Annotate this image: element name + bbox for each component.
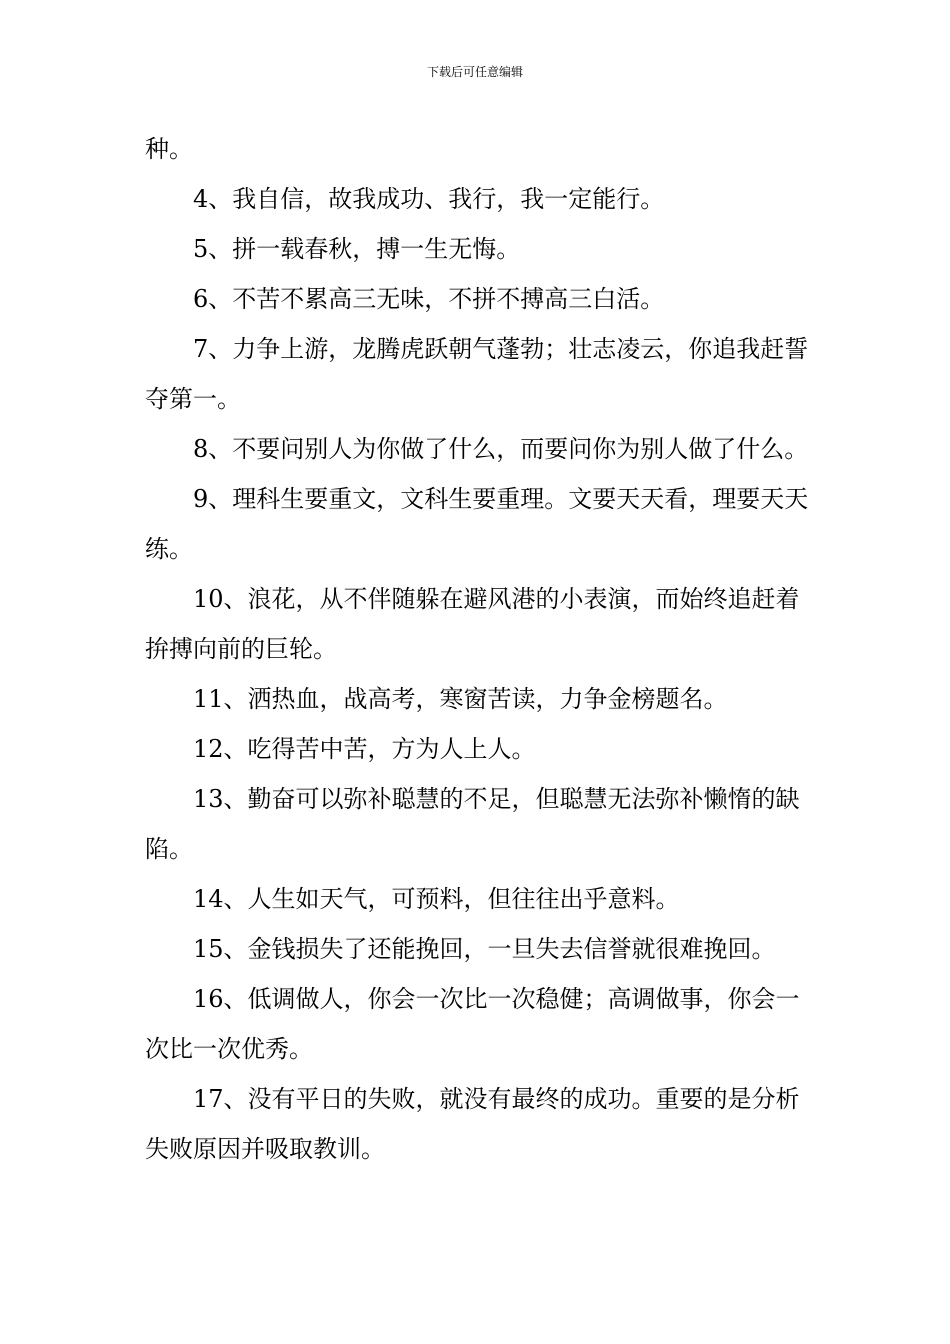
paragraph-continuation: 种。 — [145, 135, 193, 163]
paragraph-item-10: 10、浪花，从不伴随躲在避风港的小表演，而始终追赶着拚搏向前的巨轮。 — [145, 585, 800, 663]
paragraph-item-6: 6、不苦不累高三无味，不拼不搏高三白活。 — [193, 285, 665, 313]
body-text — [145, 124, 810, 1174]
paragraph-item-13: 13、勤奋可以弥补聪慧的不足，但聪慧无法弥补懒惰的缺陷。 — [145, 785, 800, 863]
paragraph-item-15: 15、金钱损失了还能挽回，一旦失去信誉就很难挽回。 — [193, 935, 776, 963]
paragraph-item-17: 17、没有平日的失败，就没有最终的成功。重要的是分析失败原因并吸取教训。 — [145, 1085, 800, 1163]
header-note: 下载后可任意编辑 — [426, 65, 523, 79]
paragraph-item-12: 12、吃得苦中苦，方为人上人。 — [193, 735, 536, 763]
paragraph-item-4: 4、我自信，故我成功、我行，我一定能行。 — [193, 185, 665, 213]
paragraph-item-7: 7、力争上游，龙腾虎跃朝气蓬勃；壮志凌云，你追我赶誓夺第一。 — [145, 335, 809, 413]
paragraph-item-16: 16、低调做人，你会一次比一次稳健；高调做事，你会一次比一次优秀。 — [145, 985, 800, 1063]
paragraph-item-8: 8、不要问别人为你做了什么，而要问你为别人做了什么。 — [193, 435, 809, 463]
paragraph-item-14: 14、人生如天气，可预料，但往往出乎意料。 — [193, 885, 680, 913]
paragraph-item-9: 9、理科生要重文，文科生要重理。文要天天看，理要天天练。 — [145, 485, 809, 563]
paragraph-item-11: 11、洒热血，战高考，寒窗苦读，力争金榜题名。 — [193, 685, 728, 713]
paragraph-item-5: 5、拼一载春秋，搏一生无悔。 — [193, 235, 521, 263]
